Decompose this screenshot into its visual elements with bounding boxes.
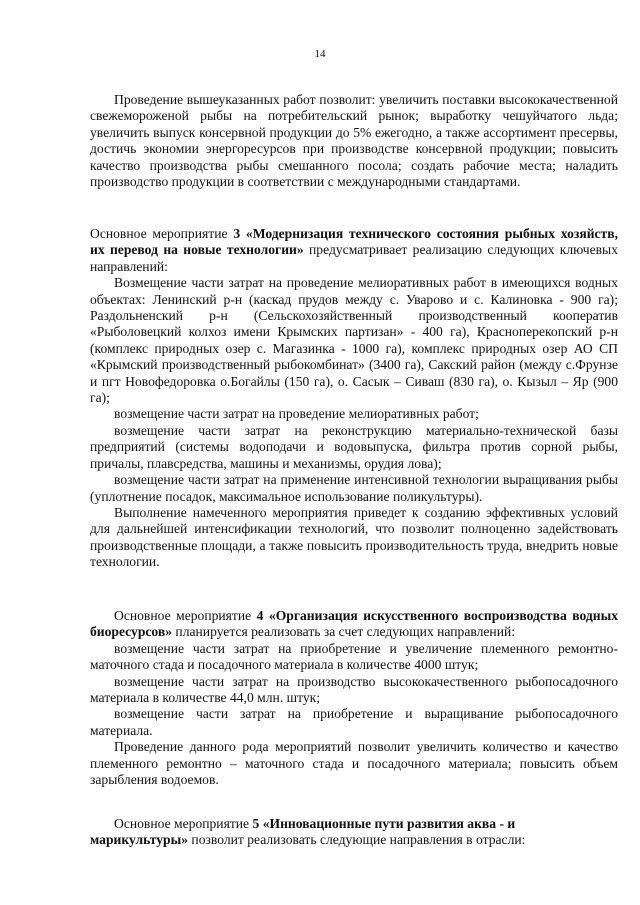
measure-5-prefix: Основное мероприятие [114,816,253,831]
measure-3-intro: предусматривает реализацию следующих ключевых направлений: [90,242,618,274]
measure-5-title-line-1: 5 «Инновационные пути развития аква - и [252,816,516,831]
measure-4-prefix: Основное мероприятие [114,608,257,623]
intro-paragraph: Проведение вышеуказанных работ позволит: увеличить поставки высококачественной свежемороженой рыбы на потребительский рынок; выработку чешуйчатого льда; увеличить выпуск консервной продукции до 5% ежегодно, а также ассортимент пресервы, достичь экономии энергоресурсов при производстве консервной продукции; повысить качество производства рыбы смешанного посола; создать рабочие места; наладить производство продукции в соответствии с международными стандартами. [90,92,618,190]
measure-5-section [90,816,618,849]
measure-4-result: Проведение данного рода мероприятий позволит увеличить количество и качество племенного ремонтно – маточного стада и посадочного материала; повысить объем зарыбления водоемов. [90,739,618,788]
page-number: 14 [314,48,326,60]
measure-4-item-3: возмещение части затрат на приобретение и выращивание рыбопосадочного материала. [90,706,618,738]
measure-5-title-line-2: марикультуры» [90,832,189,848]
measure-4-title: 4 «Организация искусственного воспроизводства водных биоресурсов» [90,608,618,640]
measure-5-intro: позволит реализовать следующие направления в отрасли: [188,832,526,848]
measure-3-title: 3 «Модернизация технического состояния рыбных хозяйств, их перевод на новые технологии» [90,226,618,258]
measure-3-item-3: возмещение части затрат на реконструкцию материально-технической базы предприятий (системы водоподачи и водовыпуска, фильтра против сорной рыбы, причалы, плавсредства, машины и механизмы, орудия лова); [90,422,618,471]
intro-paragraph-block [90,92,618,190]
measure-3-prefix: Основное мероприятие [90,226,234,241]
measure-3-item-4: возмещение части затрат на применение интенсивной технологии выращивания рыбы (уплотнение посадок, максимальное использование поликультуры). [90,472,618,504]
measure-4-item-1: возмещение части затрат на приобретение и увеличение племенного ремонтно-маточного стада и посадочного материала в количестве 4000 штук; [90,640,618,673]
measure-3-section [90,226,618,571]
measure-4-intro: планируется реализовать за счет следующих направлений: [172,624,516,640]
measure-5-heading [90,816,618,849]
measure-4-heading [90,608,618,641]
measure-4-item-2: возмещение части затрат на производство высококачественного рыбопосадочного материала в количестве 44,0 млн. штук; [90,673,618,706]
measure-4-section [90,608,618,788]
measure-3-item-1: Возмещение части затрат на проведение мелиоративных работ в имеющихся водных объектах: Ленинский р-н (каскад прудов между с. Уварово и с. Калиновка - 900 га); Раздольненский р-н (Сельскохозяйственный производственный кооператив «Рыболовецкий колхоз имени Крымских партизан» - 400 га), Красноперекопский р-н (комплекс природных озер с. Магазинка - 1000 га), комплекс природных озер АО СП «Крымский производственный рыбокомбинат» (3400 га), Сакский район (между с.Фрунзе и пгт Новофедоровка о.Богайлы (150 га), о. Сасык – Сиваш (830 га), о. Кызыл – Яр (900 га); [90,275,618,406]
measure-3-item-2: возмещение части затрат на проведение мелиоративных работ; [114,406,479,422]
measure-3-result: Выполнение намеченного мероприятия приведет к созданию эффективных условий для дальнейшей интенсификации технологий, что позволит полноценно задействовать производственные площади, а также повысить производительность труда, внедрить новые технологии. [90,504,618,570]
measure-3-heading [90,226,618,275]
